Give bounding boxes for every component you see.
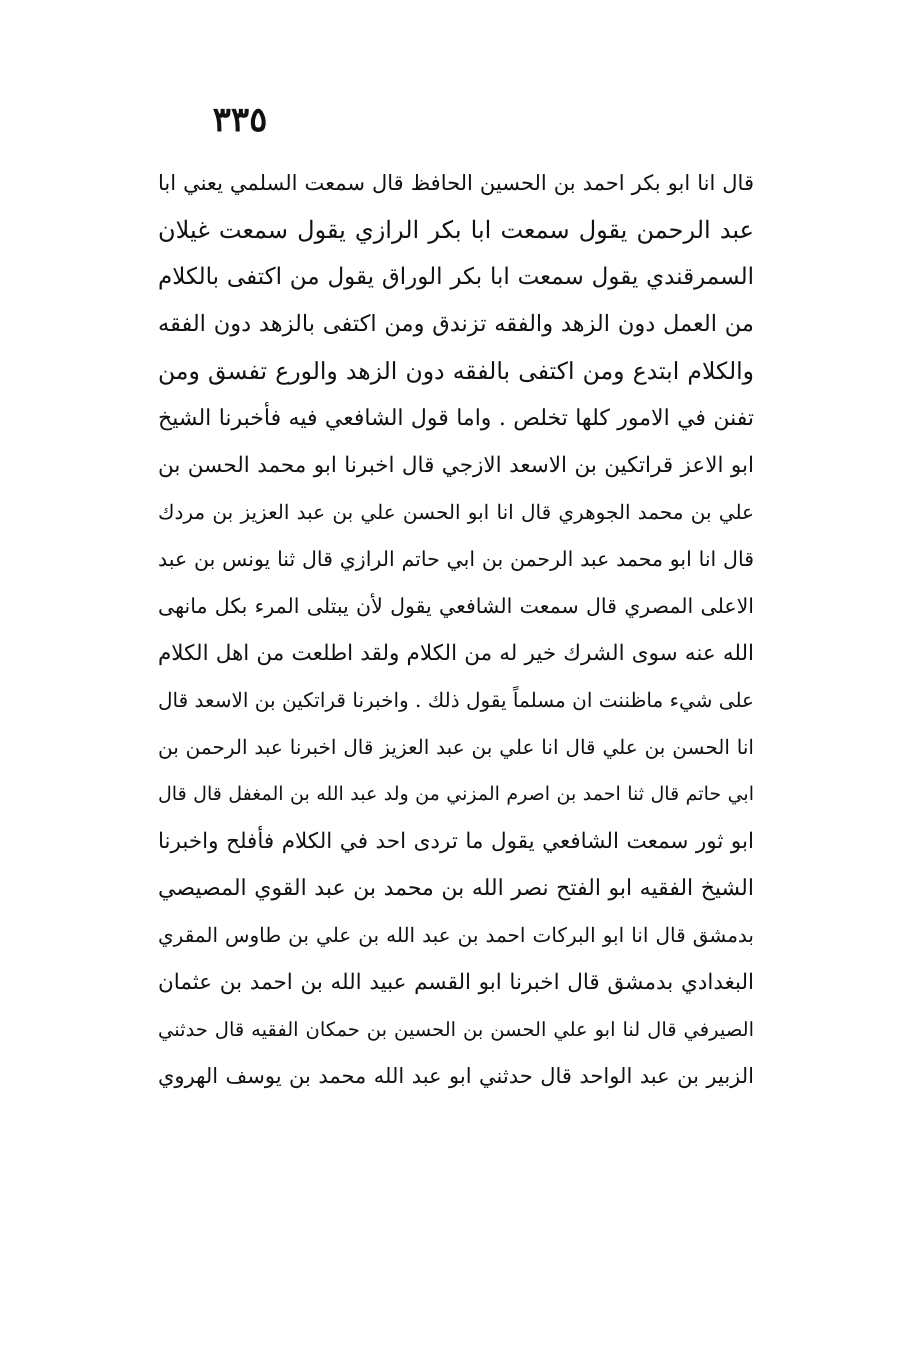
text-line: علي بن محمد الجوهري قال انا ابو الحسن علي بن عبد العزيز بن مردك [158,500,754,524]
text-line: على شيء ماظننت ان مسلماً يقول ذلك . واخبرنا قراتكين بن الاسعد قال [158,688,754,712]
text-line: الزبير بن عبد الواحد قال حدثني ابو عبد الله محمد بن يوسف الهروي [158,1064,754,1088]
text-line: بدمشق قال انا ابو البركات احمد بن عبد الله بن علي بن طاوس المقري [158,923,755,947]
text-line: قال انا ابو محمد عبد الرحمن بن ابي حاتم الرازي قال ثنا يونس بن عبد [158,547,754,571]
text-line: الله عنه سوى الشرك خير له من الكلام ولقد اطلعت من اهل الكلام [158,641,754,666]
text-line: ابي حاتم قال ثنا احمد بن اصرم المزني من ولد عبد الله بن المغفل قال قال [158,783,754,805]
text-line: الاعلى المصري قال سمعت الشافعي يقول لأن يبتلى المرء بكل مانهى [158,594,754,618]
text-line: الشيخ الفقيه ابو الفتح نصر الله بن محمد بن عبد القوي المصيصي [158,876,754,901]
text-line: ابو الاعز قراتكين بن الاسعد الازجي قال اخبرنا ابو محمد الحسن بن [158,453,754,478]
text-line: السمرقندي يقول سمعت ابا بكر الوراق يقول من اكتفى بالكلام [158,264,754,290]
text-line: من العمل دون الزهد والفقه تزندق ومن اكتفى بالزهد دون الفقه [158,311,754,337]
text-line: الصيرفي قال لنا ابو علي الحسن بن الحسين بن حمكان الفقيه قال حدثني [158,1018,754,1041]
page-number: ٣٣٥ [212,100,268,140]
text-line: البغدادي بدمشق قال اخبرنا ابو القسم عبيد الله بن احمد بن عثمان [158,970,754,995]
text-line: تفنن في الامور كلها تخلص . واما قول الشافعي فيه فأخبرنا الشيخ [158,406,754,431]
text-line: عبد الرحمن يقول سمعت ابا بكر الرازي يقول سمعت غيلان [158,216,754,244]
text-line: ابو ثور سمعت الشافعي يقول ما تردى احد في الكلام فأفلح واخبرنا [158,829,754,854]
text-line: والكلام ابتدع ومن اكتفى بالفقه دون الزهد والورع تفسق ومن [158,357,754,385]
body-text [158,160,754,1100]
text-line: قال انا ابو بكر احمد بن الحسين الحافظ قال سمعت السلمي يعني ابا [158,171,754,195]
text-line: انا الحسن بن علي قال انا علي بن عبد العزيز قال اخبرنا عبد الرحمن بن [158,735,754,759]
